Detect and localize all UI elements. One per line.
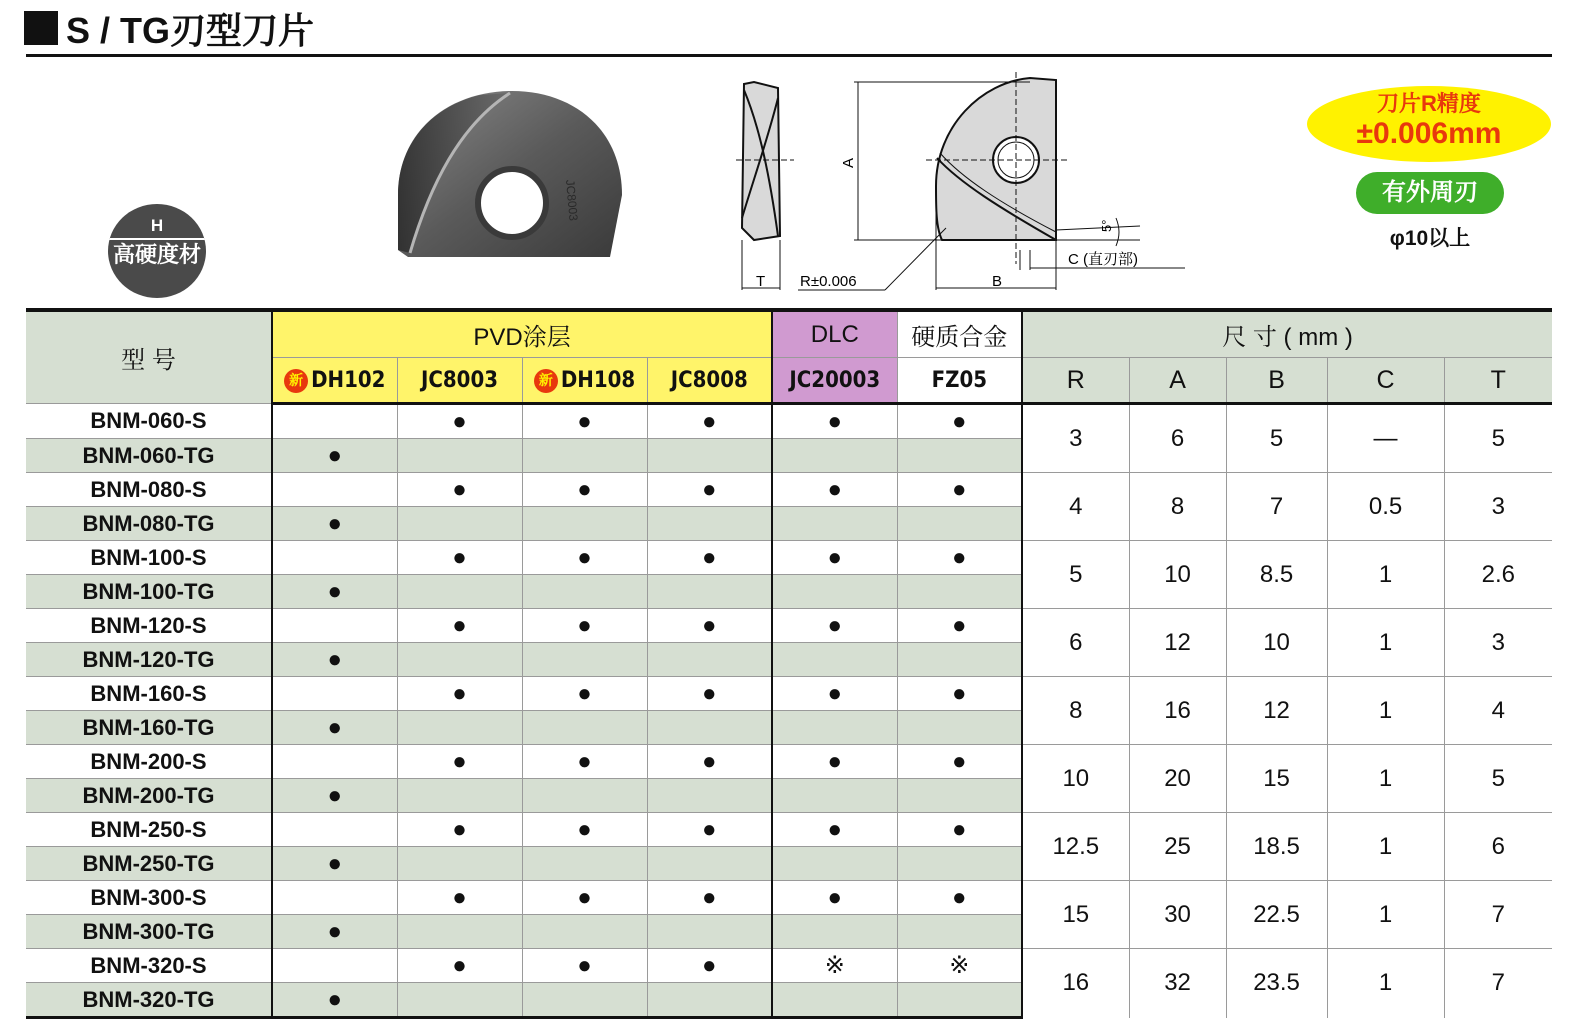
- availability-mark: [397, 507, 522, 541]
- availability-mark: ●: [272, 643, 397, 677]
- model-cell: BNM-250-S: [26, 813, 272, 847]
- dim-value-B: 5: [1226, 404, 1327, 473]
- availability-mark: [647, 847, 772, 881]
- dim-value-B: 8.5: [1226, 541, 1327, 609]
- availability-mark: [272, 677, 397, 711]
- dim-value-T: 6: [1444, 813, 1552, 881]
- availability-mark: ●: [522, 541, 647, 575]
- table-row: [26, 609, 1552, 643]
- availability-mark: [522, 575, 647, 609]
- dim-value-T: 5: [1444, 745, 1552, 813]
- model-cell: BNM-100-S: [26, 541, 272, 575]
- table-row: [26, 677, 1552, 711]
- grade-fz05: FZ05: [897, 358, 1022, 404]
- insert-photo: [390, 85, 630, 265]
- hardness-text: 高硬度材: [112, 242, 201, 267]
- availability-mark: ●: [522, 677, 647, 711]
- availability-mark: [647, 983, 772, 1018]
- availability-mark: [272, 541, 397, 575]
- dim-value-R: 10: [1022, 745, 1129, 813]
- availability-mark: ●: [522, 881, 647, 915]
- table-row: [26, 404, 1552, 439]
- availability-mark: ●: [647, 609, 772, 643]
- availability-mark: [897, 575, 1022, 609]
- dim-value-R: 15: [1022, 881, 1129, 949]
- model-cell: BNM-250-TG: [26, 847, 272, 881]
- dim-value-T: 5: [1444, 404, 1552, 473]
- table-row: [26, 541, 1552, 575]
- model-cell: BNM-160-S: [26, 677, 272, 711]
- availability-mark: [522, 643, 647, 677]
- title-divider: [26, 54, 1552, 57]
- availability-mark: [397, 983, 522, 1018]
- model-cell: BNM-060-S: [26, 404, 272, 439]
- availability-mark: ●: [522, 813, 647, 847]
- header-model: 型 号: [26, 310, 272, 404]
- availability-mark: [397, 439, 522, 473]
- availability-mark: ●: [897, 473, 1022, 507]
- grade-label: DH108: [560, 367, 636, 393]
- availability-mark: ●: [772, 677, 897, 711]
- model-cell: BNM-080-TG: [26, 507, 272, 541]
- availability-mark: [897, 779, 1022, 813]
- model-cell: BNM-120-S: [26, 609, 272, 643]
- availability-mark: [522, 983, 647, 1018]
- header-dlc: DLC: [772, 310, 897, 358]
- label-R: R±0.006: [800, 273, 857, 290]
- dim-value-R: 6: [1022, 609, 1129, 677]
- grade-jc8003: JC8003: [397, 358, 522, 404]
- availability-mark: ●: [647, 677, 772, 711]
- availability-mark: ●: [397, 609, 522, 643]
- availability-mark: ●: [272, 575, 397, 609]
- dim-value-B: 10: [1226, 609, 1327, 677]
- dim-col-A: A: [1129, 358, 1226, 404]
- header-dimensions: 尺 寸 ( mm ): [1022, 310, 1552, 358]
- availability-mark: ●: [897, 541, 1022, 575]
- availability-mark: ●: [772, 473, 897, 507]
- availability-mark: ●: [647, 541, 772, 575]
- availability-mark: ●: [772, 745, 897, 779]
- availability-mark: ●: [897, 404, 1022, 439]
- availability-mark: [772, 847, 897, 881]
- dim-value-C: —: [1327, 404, 1444, 473]
- availability-mark: ●: [647, 473, 772, 507]
- grade-jc20003: JC20003: [772, 358, 897, 404]
- insert-marking: JC8003: [563, 179, 581, 222]
- dim-value-C: 1: [1327, 677, 1444, 745]
- dim-value-C: 1: [1327, 949, 1444, 1018]
- availability-mark: [772, 439, 897, 473]
- availability-mark: ●: [522, 745, 647, 779]
- availability-mark: [897, 983, 1022, 1018]
- hardness-letter: H: [150, 216, 164, 235]
- availability-mark: ●: [397, 473, 522, 507]
- availability-mark: [772, 915, 897, 949]
- dim-value-C: 1: [1327, 745, 1444, 813]
- accuracy-value: ±0.006mm: [1356, 117, 1502, 150]
- grade-label: DH102: [311, 367, 386, 393]
- availability-mark: [897, 711, 1022, 745]
- availability-mark: ●: [272, 983, 397, 1018]
- availability-mark: [647, 507, 772, 541]
- availability-mark: [272, 949, 397, 983]
- dim-value-B: 15: [1226, 745, 1327, 813]
- dim-value-B: 18.5: [1226, 813, 1327, 881]
- dim-value-C: 1: [1327, 881, 1444, 949]
- label-C: C (直刃部): [1068, 251, 1138, 268]
- hardness-divider: [108, 238, 206, 240]
- availability-mark: [272, 745, 397, 779]
- availability-mark: [897, 915, 1022, 949]
- availability-mark: ●: [397, 677, 522, 711]
- accuracy-badge: [1307, 86, 1551, 162]
- dim-col-C: C: [1327, 358, 1444, 404]
- dim-value-R: 4: [1022, 473, 1129, 541]
- availability-mark: ●: [272, 439, 397, 473]
- dim-col-T: T: [1444, 358, 1552, 404]
- grade-dh102: [272, 358, 397, 404]
- availability-mark: ●: [397, 541, 522, 575]
- availability-mark: ●: [647, 745, 772, 779]
- availability-mark: ●: [272, 711, 397, 745]
- availability-mark: ●: [647, 881, 772, 915]
- availability-mark: ●: [522, 949, 647, 983]
- peripheral-edge-badge: 有外周刃: [1356, 172, 1504, 214]
- dim-col-R: R: [1022, 358, 1129, 404]
- diameter-note: φ10以上: [1389, 227, 1471, 250]
- hardness-badge: [108, 204, 206, 298]
- dim-value-T: 4: [1444, 677, 1552, 745]
- availability-mark: [272, 404, 397, 439]
- dim-value-B: 12: [1226, 677, 1327, 745]
- dim-value-T: 7: [1444, 881, 1552, 949]
- dim-value-B: 22.5: [1226, 881, 1327, 949]
- model-cell: BNM-320-TG: [26, 983, 272, 1018]
- availability-mark: ●: [397, 813, 522, 847]
- availability-mark: ●: [272, 779, 397, 813]
- availability-mark: ●: [897, 745, 1022, 779]
- dim-value-R: 8: [1022, 677, 1129, 745]
- availability-mark: [522, 915, 647, 949]
- availability-mark: [522, 507, 647, 541]
- availability-mark: [272, 881, 397, 915]
- table-row: [26, 813, 1552, 847]
- dim-value-T: 3: [1444, 609, 1552, 677]
- table-row: [26, 881, 1552, 915]
- availability-mark: ●: [897, 609, 1022, 643]
- model-cell: BNM-320-S: [26, 949, 272, 983]
- dim-value-T: 2.6: [1444, 541, 1552, 609]
- label-A: A: [840, 157, 857, 168]
- availability-mark: ●: [272, 847, 397, 881]
- dim-value-A: 12: [1129, 609, 1226, 677]
- availability-mark: [772, 575, 897, 609]
- availability-mark: ●: [397, 881, 522, 915]
- dim-value-A: 32: [1129, 949, 1226, 1018]
- dim-value-B: 7: [1226, 473, 1327, 541]
- table-row: [26, 745, 1552, 779]
- availability-mark: [647, 439, 772, 473]
- availability-mark: [897, 847, 1022, 881]
- availability-mark: [772, 643, 897, 677]
- availability-mark: ●: [897, 813, 1022, 847]
- title-text: S / TG刃型刀片: [66, 9, 315, 51]
- availability-mark: ●: [772, 881, 897, 915]
- dim-value-C: 1: [1327, 609, 1444, 677]
- dim-value-A: 25: [1129, 813, 1226, 881]
- table-row: [26, 949, 1552, 983]
- availability-mark: ●: [647, 949, 772, 983]
- dimension-drawing: [730, 68, 1200, 298]
- availability-mark: [772, 779, 897, 813]
- availability-mark: [522, 711, 647, 745]
- new-mark-icon: 新: [534, 369, 558, 393]
- availability-mark: [522, 847, 647, 881]
- availability-mark: ●: [772, 404, 897, 439]
- availability-mark: [272, 473, 397, 507]
- availability-mark: ●: [897, 677, 1022, 711]
- page-title: [24, 6, 314, 50]
- model-cell: BNM-200-TG: [26, 779, 272, 813]
- dim-value-T: 3: [1444, 473, 1552, 541]
- availability-mark: [522, 439, 647, 473]
- availability-mark: [647, 779, 772, 813]
- availability-mark: [397, 711, 522, 745]
- table-row: [26, 473, 1552, 507]
- availability-mark: [397, 779, 522, 813]
- dim-value-R: 12.5: [1022, 813, 1129, 881]
- availability-mark: ※: [772, 949, 897, 983]
- availability-mark: ●: [522, 609, 647, 643]
- model-cell: BNM-060-TG: [26, 439, 272, 473]
- availability-mark: ●: [522, 473, 647, 507]
- availability-mark: [772, 711, 897, 745]
- spec-table: [26, 308, 1552, 1019]
- dim-value-C: 0.5: [1327, 473, 1444, 541]
- dim-value-B: 23.5: [1226, 949, 1327, 1018]
- availability-mark: ●: [397, 949, 522, 983]
- availability-mark: ●: [772, 541, 897, 575]
- dim-value-C: 1: [1327, 813, 1444, 881]
- availability-mark: ●: [397, 404, 522, 439]
- availability-mark: [272, 609, 397, 643]
- availability-mark: ●: [397, 745, 522, 779]
- model-cell: BNM-300-TG: [26, 915, 272, 949]
- model-cell: BNM-160-TG: [26, 711, 272, 745]
- availability-mark: [647, 575, 772, 609]
- title-square-icon: [24, 11, 58, 45]
- availability-mark: [397, 575, 522, 609]
- dim-col-B: B: [1226, 358, 1327, 404]
- availability-mark: [647, 915, 772, 949]
- dim-value-C: 1: [1327, 541, 1444, 609]
- model-cell: BNM-100-TG: [26, 575, 272, 609]
- availability-mark: ●: [772, 813, 897, 847]
- dim-value-A: 6: [1129, 404, 1226, 473]
- availability-mark: [897, 643, 1022, 677]
- dim-value-A: 16: [1129, 677, 1226, 745]
- grade-jc8008: JC8008: [647, 358, 772, 404]
- availability-mark: [397, 847, 522, 881]
- availability-mark: [647, 711, 772, 745]
- model-cell: BNM-120-TG: [26, 643, 272, 677]
- availability-mark: [522, 779, 647, 813]
- dim-value-A: 8: [1129, 473, 1226, 541]
- model-cell: BNM-300-S: [26, 881, 272, 915]
- availability-mark: [647, 643, 772, 677]
- availability-mark: [897, 507, 1022, 541]
- availability-mark: [397, 915, 522, 949]
- dim-value-R: 5: [1022, 541, 1129, 609]
- model-cell: BNM-200-S: [26, 745, 272, 779]
- availability-mark: [272, 813, 397, 847]
- accuracy-title: 刀片R精度: [1377, 91, 1481, 116]
- header-carbide: 硬质合金: [897, 310, 1022, 358]
- dim-value-R: 3: [1022, 404, 1129, 473]
- availability-mark: ●: [522, 404, 647, 439]
- availability-mark: [897, 439, 1022, 473]
- dim-value-A: 10: [1129, 541, 1226, 609]
- availability-mark: [772, 983, 897, 1018]
- header-pvd: PVD涂层: [272, 310, 772, 358]
- dim-value-T: 7: [1444, 949, 1552, 1018]
- dim-value-A: 30: [1129, 881, 1226, 949]
- availability-mark: ●: [647, 404, 772, 439]
- dim-value-A: 20: [1129, 745, 1226, 813]
- label-T: T: [756, 273, 766, 290]
- grade-dh108: [522, 358, 647, 404]
- availability-mark: ●: [772, 609, 897, 643]
- availability-mark: [772, 507, 897, 541]
- availability-mark: ●: [647, 813, 772, 847]
- label-angle: 5°: [1099, 219, 1114, 232]
- availability-mark: ●: [272, 507, 397, 541]
- availability-mark: ●: [272, 915, 397, 949]
- availability-mark: [397, 643, 522, 677]
- dim-value-R: 16: [1022, 949, 1129, 1018]
- availability-mark: ●: [897, 881, 1022, 915]
- availability-mark: ※: [897, 949, 1022, 983]
- new-mark-icon: 新: [284, 369, 308, 393]
- label-B: B: [992, 273, 1003, 290]
- model-cell: BNM-080-S: [26, 473, 272, 507]
